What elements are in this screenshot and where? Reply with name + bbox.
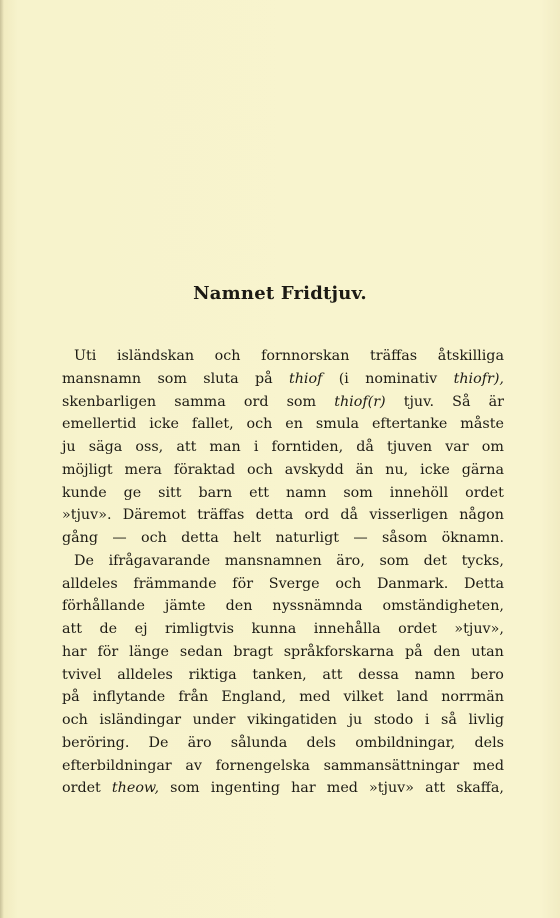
- word: och: [247, 461, 273, 478]
- word: efterbildningar: [62, 757, 172, 774]
- text-line-16: [62, 686, 504, 709]
- word: jämte: [164, 598, 206, 615]
- word: gång: [62, 530, 99, 546]
- word: ju: [348, 712, 363, 728]
- word: thiof: [288, 370, 323, 387]
- word: tanken,: [252, 666, 307, 683]
- word: ge: [123, 484, 142, 501]
- word: ord: [243, 393, 269, 410]
- word: thiofr),: [453, 370, 504, 387]
- word: ingenting: [210, 780, 280, 797]
- word: icke: [420, 461, 450, 478]
- word: någon: [459, 507, 504, 524]
- word: måste: [460, 416, 504, 433]
- word: sedan: [179, 643, 223, 660]
- word: med: [472, 757, 504, 774]
- word: utan: [471, 643, 504, 660]
- word: avskydd: [284, 461, 344, 478]
- text-line-14: [62, 641, 504, 664]
- word: av: [185, 757, 202, 774]
- word: åtskilliga: [437, 348, 504, 364]
- word: naturligt: [275, 530, 340, 546]
- text-line-19: [62, 755, 504, 778]
- word: stodo: [373, 712, 414, 728]
- text-line-17: [62, 709, 504, 732]
- text-line-3: [62, 391, 504, 414]
- word: omständigheten,: [382, 598, 504, 615]
- word: och: [141, 530, 167, 546]
- text-line-18: [62, 732, 504, 755]
- word: mansnamn: [62, 370, 142, 387]
- word: på: [254, 370, 273, 387]
- word: i: [424, 712, 430, 728]
- word: mera: [124, 461, 162, 478]
- text-line-12: [62, 595, 504, 618]
- word: ett: [249, 484, 270, 501]
- word: var: [445, 439, 469, 455]
- word: förhållande: [62, 598, 145, 615]
- word: Uti: [74, 348, 97, 364]
- word: nu,: [385, 461, 409, 478]
- word: från: [178, 689, 209, 706]
- word: innehålla: [313, 621, 381, 637]
- word: inflytande: [92, 689, 166, 706]
- text-line-13: [62, 618, 504, 641]
- word: ordet: [62, 780, 101, 797]
- word: ombildningar,: [355, 734, 456, 751]
- word: och: [246, 416, 273, 433]
- word: träffas: [370, 348, 418, 364]
- word: tjuven: [386, 439, 433, 455]
- word: så: [441, 712, 457, 728]
- word: —: [112, 530, 127, 546]
- word: äro,: [336, 552, 365, 569]
- word: den: [225, 598, 253, 615]
- word: samma: [174, 393, 226, 410]
- page-edge-shadow: [0, 0, 4, 918]
- word: thiof(r): [334, 393, 386, 410]
- word: ord: [304, 507, 330, 524]
- word: bragt: [233, 643, 273, 660]
- word: England,: [221, 689, 287, 706]
- word: beröring.: [62, 734, 130, 751]
- word: såsom: [381, 530, 428, 546]
- word: om: [481, 439, 504, 455]
- text-line-8: [62, 504, 504, 527]
- word: ordet: [465, 484, 504, 501]
- word: »tjuv»: [369, 780, 414, 797]
- word: land: [396, 689, 429, 706]
- word: oss,: [135, 439, 164, 455]
- text-line-2: [62, 368, 504, 391]
- word: möjligt: [62, 461, 113, 478]
- word: theow,: [111, 780, 160, 797]
- word: att: [425, 780, 446, 797]
- word: dels: [306, 734, 337, 751]
- word: —: [353, 530, 368, 546]
- word: som: [343, 484, 373, 501]
- word: Danmark.: [376, 575, 449, 592]
- text-line-20: [62, 777, 504, 800]
- word: rimligtvis: [165, 621, 234, 637]
- word: det: [423, 552, 447, 569]
- word: än: [355, 461, 374, 478]
- chapter-heading: Namnet Fridtjuv.: [193, 283, 367, 304]
- word: på: [62, 689, 80, 706]
- word: mansnamnen: [224, 552, 322, 569]
- text-line-7: [62, 482, 504, 505]
- body-text: [62, 345, 504, 800]
- word: har: [291, 780, 316, 797]
- word: dels: [474, 734, 504, 751]
- word: gärna: [461, 461, 504, 478]
- word: helt: [233, 530, 262, 546]
- word: man: [209, 439, 241, 455]
- word: föraktad: [173, 461, 236, 478]
- word: i: [253, 439, 259, 455]
- word: ej: [134, 621, 148, 637]
- text-line-5: [62, 436, 504, 459]
- word: »tjuv»,: [454, 621, 504, 637]
- word: Detta: [464, 575, 504, 592]
- word: att: [62, 621, 83, 637]
- word: alldeles: [62, 575, 118, 592]
- word: sluta: [203, 370, 239, 387]
- word: språkforskarna: [283, 643, 395, 660]
- text-line-15: [62, 664, 504, 687]
- word: som: [170, 780, 200, 797]
- word: ju: [62, 439, 76, 455]
- word: forntiden,: [271, 439, 344, 455]
- word: ifrågavarande: [108, 552, 211, 569]
- word: sammansättningar: [323, 757, 460, 774]
- word: nominativ: [365, 370, 438, 387]
- word: att: [176, 439, 197, 455]
- word: som: [286, 393, 317, 410]
- word: vikingatiden: [247, 712, 338, 728]
- word: som: [379, 552, 409, 569]
- word: namn: [414, 666, 456, 683]
- text-line-10: [62, 550, 504, 573]
- word: De: [148, 734, 169, 751]
- word: eftertanke: [371, 416, 448, 433]
- word: livlig: [468, 712, 504, 728]
- word: fornengelska: [215, 757, 310, 774]
- word: för: [232, 575, 254, 592]
- text-line-9: [62, 527, 504, 550]
- word: Däremot: [122, 507, 186, 524]
- word: som: [157, 370, 187, 387]
- word: under: [192, 712, 236, 728]
- text-line-4: [62, 413, 504, 436]
- word: då: [356, 439, 374, 455]
- word: bero: [470, 666, 504, 683]
- word: Sverge: [268, 575, 320, 592]
- word: en: [285, 416, 303, 433]
- text-line-1: [62, 345, 504, 368]
- word: äro: [187, 734, 212, 751]
- word: träffas: [197, 507, 245, 524]
- word: emellertid: [62, 416, 137, 433]
- word: icke: [149, 416, 180, 433]
- word: »tjuv».: [62, 507, 112, 524]
- word: säga: [88, 439, 123, 455]
- word: och: [214, 348, 241, 364]
- word: de: [99, 621, 118, 637]
- word: De: [74, 552, 94, 569]
- word: (i: [338, 370, 349, 387]
- word: har: [62, 643, 87, 660]
- word: vilket: [343, 689, 384, 706]
- word: tycks,: [461, 552, 504, 569]
- word: tjuv.: [403, 393, 435, 410]
- word: för: [97, 643, 119, 660]
- word: isländingar: [99, 712, 182, 728]
- word: ordet: [398, 621, 437, 637]
- word: den: [433, 643, 461, 660]
- text-line-11: [62, 573, 504, 596]
- word: detta: [255, 507, 294, 524]
- word: fallet,: [191, 416, 234, 433]
- text-line-6: [62, 459, 504, 482]
- word: öknamn.: [441, 530, 504, 546]
- word: är: [488, 393, 504, 410]
- word: sålunda: [230, 734, 288, 751]
- word: med: [299, 689, 331, 706]
- word: Så: [452, 393, 471, 410]
- word: barn: [198, 484, 233, 501]
- word: riktiga: [188, 666, 237, 683]
- word: skenbarligen: [62, 393, 157, 410]
- word: kunna: [251, 621, 297, 637]
- word: visserligen: [369, 507, 448, 524]
- word: dessa: [358, 666, 399, 683]
- word: och: [335, 575, 362, 592]
- word: främmande: [133, 575, 217, 592]
- word: skaffa,: [456, 780, 504, 797]
- word: med: [326, 780, 358, 797]
- word: och: [62, 712, 88, 728]
- word: tvivel: [62, 666, 102, 683]
- word: innehöll: [389, 484, 449, 501]
- word: kunde: [62, 484, 107, 501]
- word: smula: [315, 416, 360, 433]
- word: detta: [181, 530, 219, 546]
- word: sitt: [158, 484, 182, 501]
- word: norrmän: [441, 689, 504, 706]
- word: på: [404, 643, 423, 660]
- word: då: [340, 507, 359, 524]
- word: namn: [285, 484, 327, 501]
- word: alldeles: [117, 666, 173, 683]
- word: länge: [129, 643, 169, 660]
- word: isländskan: [116, 348, 195, 364]
- word: att: [322, 666, 343, 683]
- word: fornnorskan: [261, 348, 350, 364]
- word: nyssnämnda: [272, 598, 363, 615]
